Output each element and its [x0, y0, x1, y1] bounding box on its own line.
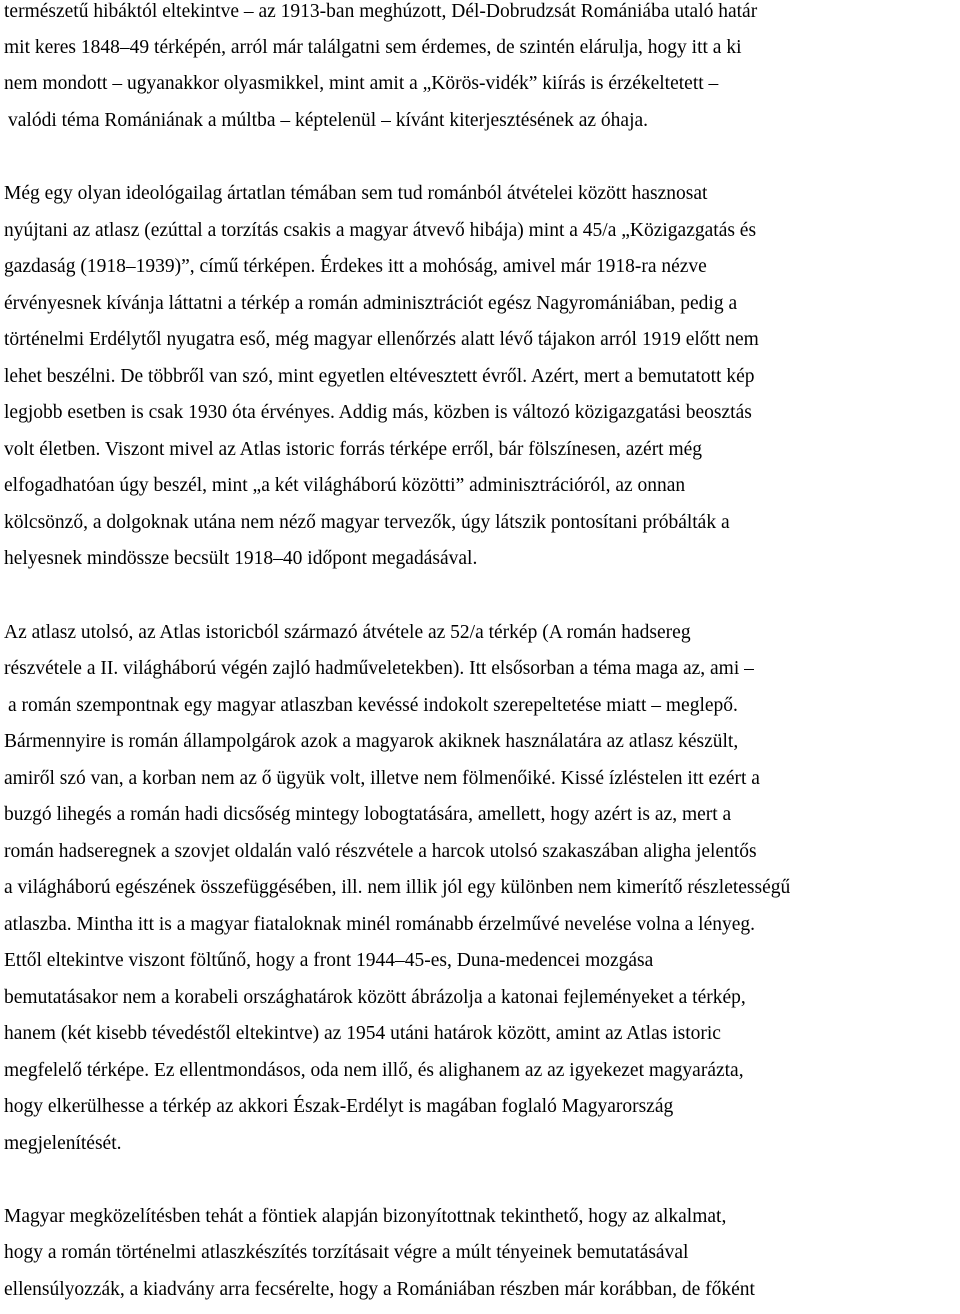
text-line: Magyar megközelítésben tehát a föntiek alapján bizonyítottnak tekinthető, hogy az alkalmat, [4, 1206, 727, 1227]
text-line: kölcsönző, a dolgoknak utána nem néző magyar tervezők, úgy látszik pontosítani próbálták a [4, 512, 730, 533]
text-line: valódi téma Romániának a múltba – képtelenül – kívánt kiterjesztésének az óhaja. [8, 110, 649, 131]
text-line: a világháború egészének összefüggésében, ill. nem illik jól egy különben nem kimerítő részletességű [4, 877, 791, 898]
text-line: Ettől eltekintve viszont föltűnő, hogy a front 1944–45-es, Duna-medencei mozgása [4, 950, 654, 971]
text-line: megfelelő térképe. Ez ellentmondásos, oda nem illő, és alighanem az az igyekezet magyarázta, [4, 1060, 744, 1081]
text-line: nem mondott – ugyanakkor olyasmikkel, mint amit a „Körös-vidék” kiírás is érzékeltetett – [4, 73, 719, 94]
text-line: bemutatásakor nem a korabeli országhatárok között ábrázolja a katonai fejleményeket a térkép, [4, 987, 746, 1008]
text-line: gazdaság (1918–1939)”, című térképen. Érdekes itt a mohóság, amivel már 1918-ra nézve [4, 256, 707, 277]
text-line: hogy elkerülhesse a térkép az akkori Észak-Erdélyt is magában foglaló Magyarország [4, 1096, 674, 1117]
text-line: részvétele a II. világháború végén zajló hadműveletekben). Itt elsősorban a téma maga az, ami – [4, 658, 754, 679]
text-line: buzgó lihegés a román hadi dicsőség mintegy lobogtatására, amellett, hogy azért is az, mert a [4, 804, 732, 825]
text-line: mit keres 1848–49 térképén, arról már találgatni sem érdemes, de szintén elárulja, hogy itt a ki [4, 37, 742, 58]
text-line: atlaszba. Mintha itt is a magyar fiataloknak minél románabb érzelművé nevelése volna a lényeg. [4, 914, 756, 935]
text-line: történelmi Erdélytől nyugatra eső, még magyar ellenőrzés alatt lévő tájakon arról 1919 előtt nem [4, 329, 759, 350]
text-line: nyújtani az atlasz (ezúttal a torzítás csakis a magyar átvevő hibája) mint a 45/a „Közigazgatás és [4, 220, 757, 241]
text-line: volt életben. Viszont mivel az Atlas istoric forrás térképe erről, bár fölszínesen, azért még [4, 439, 703, 460]
text-line: amiről szó van, a korban nem az ő ügyük volt, illetve nem fölmenőiké. Kissé ízléstelen itt ezért a [4, 768, 760, 789]
text-line: megjelenítését. [4, 1133, 122, 1154]
text-line: a román szempontnak egy magyar atlaszban kevéssé indokolt szerepeltetése miatt – meglepő. [8, 695, 738, 716]
text-line: elfogadhatóan úgy beszél, mint „a két világháború közötti” adminisztrációról, az onnan [4, 475, 686, 496]
text-line: Még egy olyan ideológailag ártatlan témában sem tud románból átvételei között hasznosat [4, 183, 708, 204]
text-line: román hadseregnek a szovjet oldalán való részvétele a harcok utolsó szakaszában aligha jelentős [4, 841, 757, 862]
text-line: legjobb esetben is csak 1930 óta érvényes. Addig más, közben is változó közigazgatási beosztás [4, 402, 752, 423]
text-line: hogy a román történelmi atlaszkészítés torzításait végre a múlt tényeinek bemutatásával [4, 1242, 689, 1263]
text-line: ellensúlyozzák, a kiadvány arra fecsérelte, hogy a Romániában részben már korábban, de főként [4, 1279, 755, 1300]
text-line: lehet beszélni. De többről van szó, mint egyetlen eltévesztett évről. Azért, mert a bemutatott kép [4, 366, 755, 387]
text-line: helyesnek mindössze becsült 1918–40 időpont megadásával. [4, 548, 478, 569]
text-line: érvényesnek kívánja láttatni a térkép a román adminisztrációt egész Nagyromániában, pedig a [4, 293, 738, 314]
text-line: természetű hibáktól eltekintve – az 1913-ban meghúzott, Dél-Dobrudzsát Romániába utaló határ [4, 1, 758, 22]
text-line: Az atlasz utolsó, az Atlas istoricból származó átvétele az 52/a térkép (A román hadsereg [4, 622, 691, 643]
text-line: hanem (két kisebb tévedéstől eltekintve) az 1954 utáni határok között, amint az Atlas istoric [4, 1023, 721, 1044]
text-line: Bármennyire is román állampolgárok azok a magyarok akiknek használatára az atlasz készült, [4, 731, 739, 752]
